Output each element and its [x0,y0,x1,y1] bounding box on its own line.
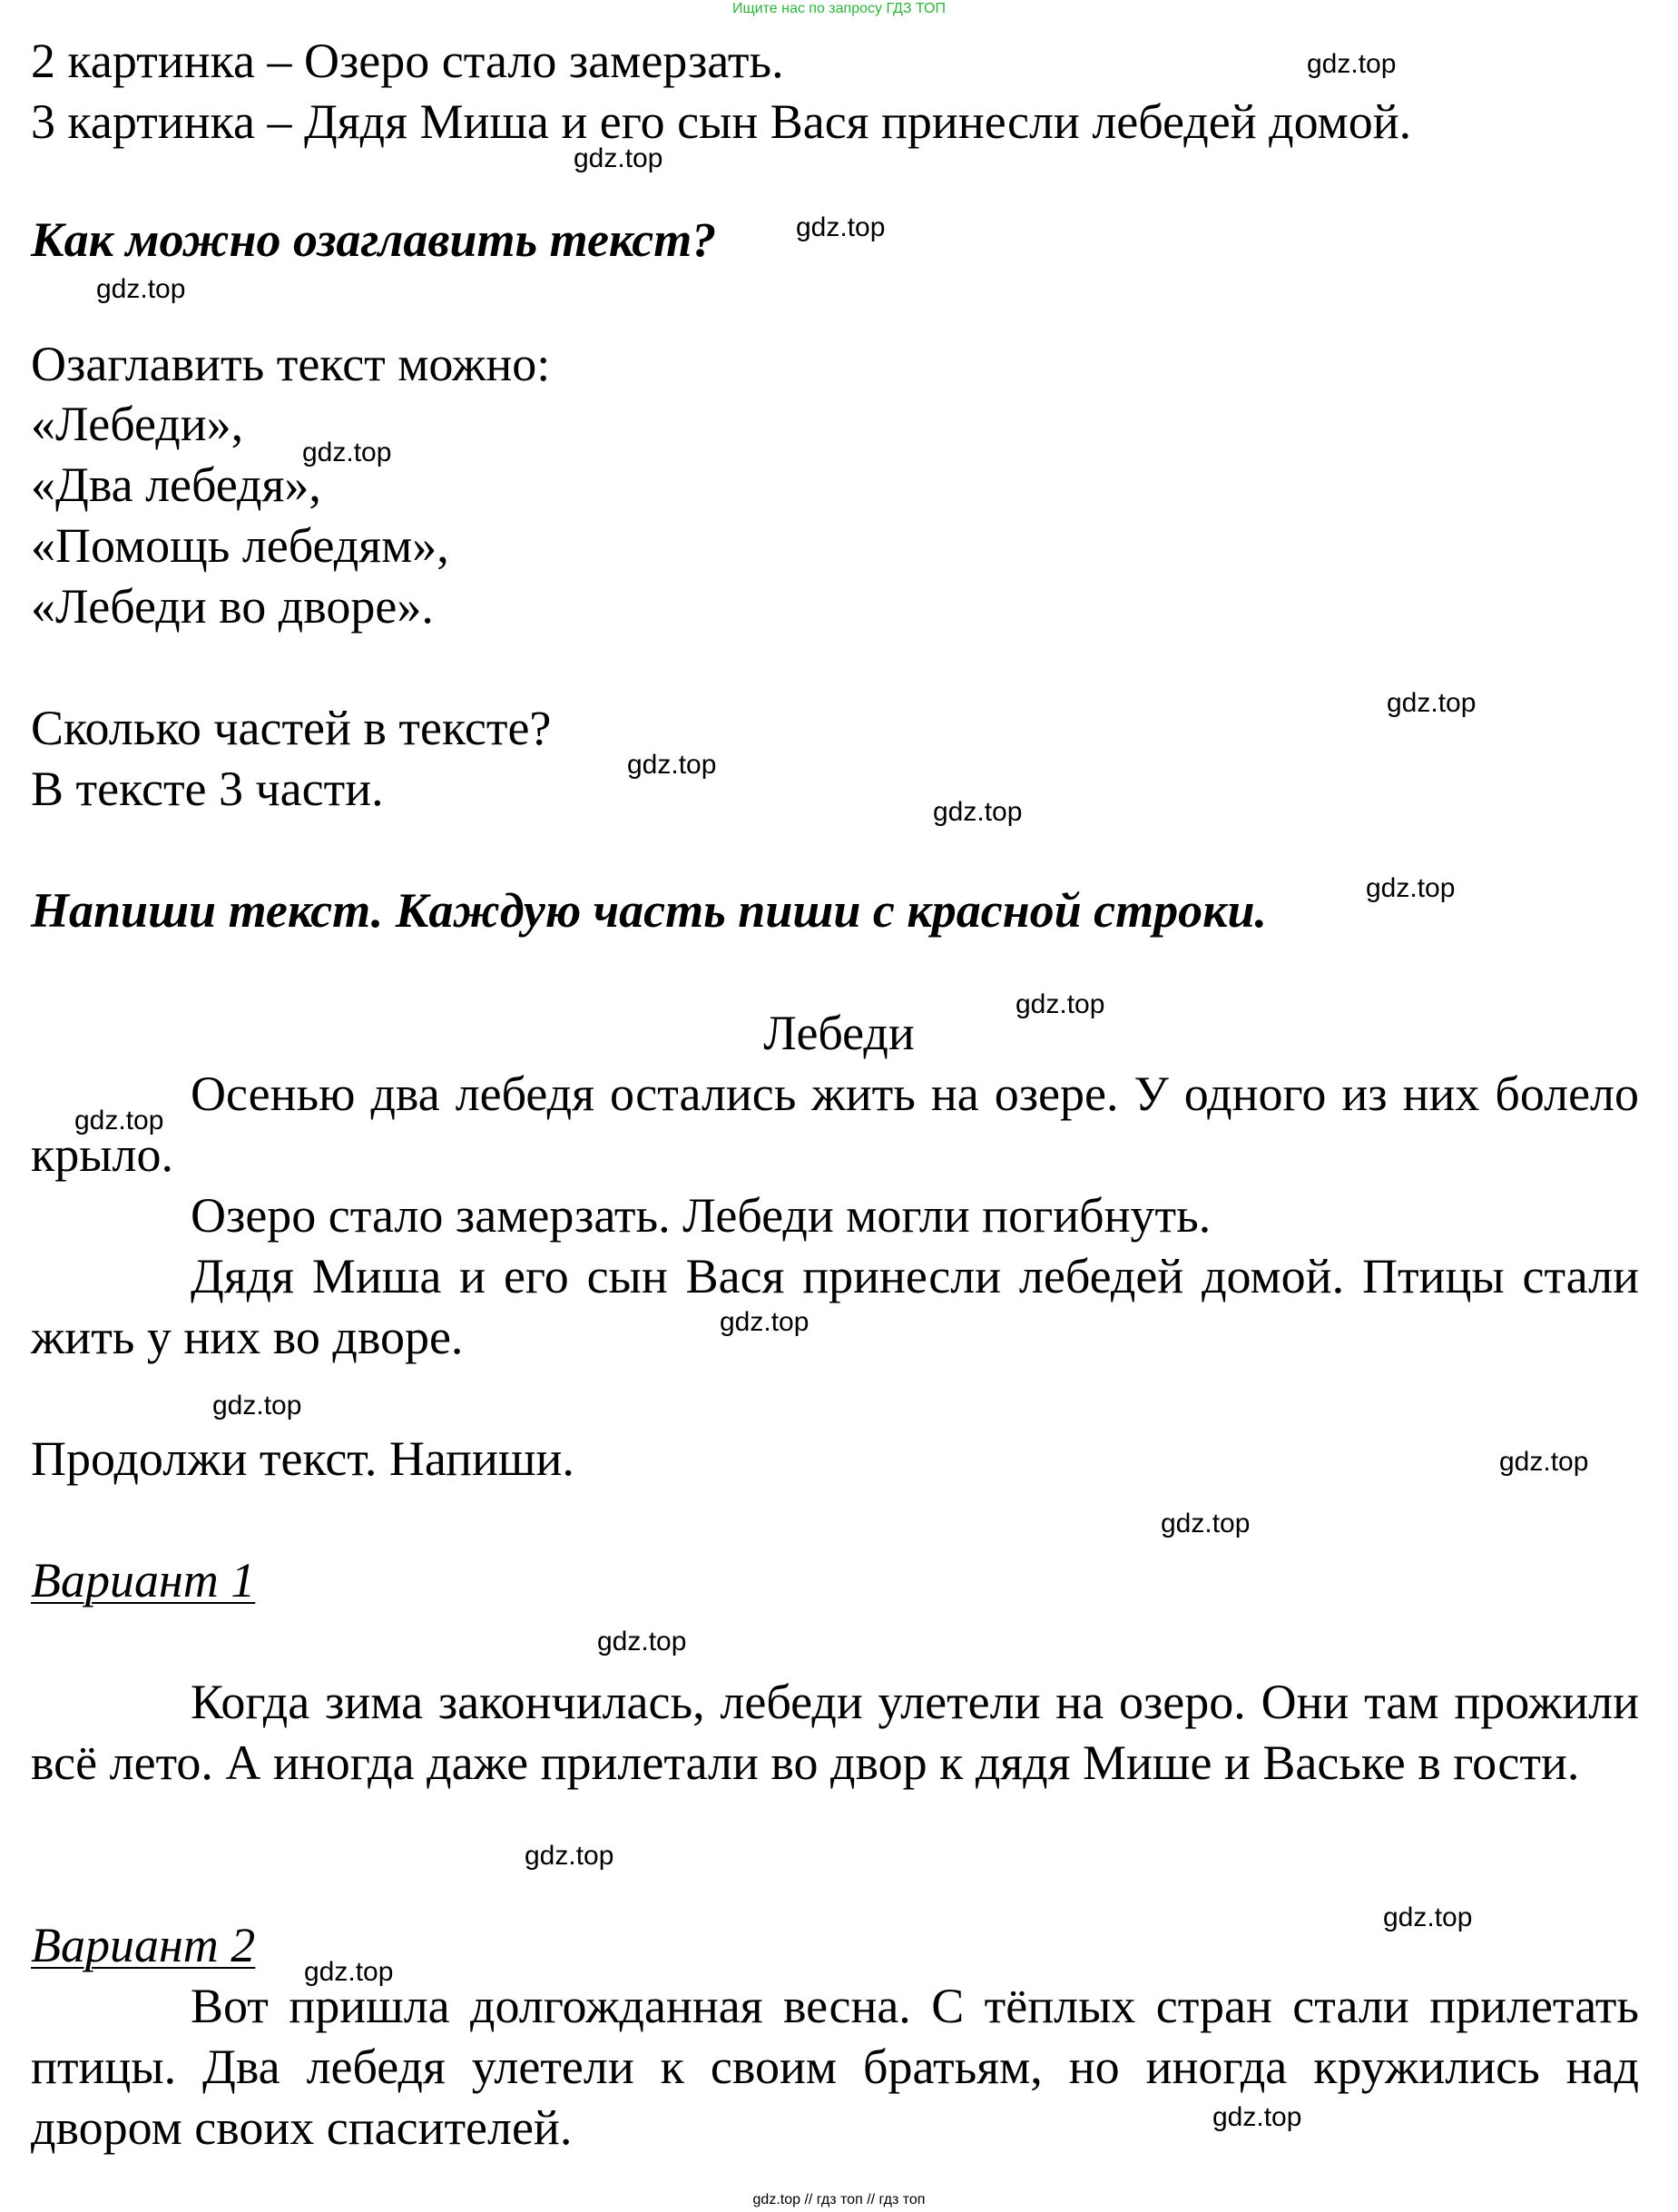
task-write-heading: Напиши текст. Каждую часть пиши с красной строки. [31,883,1268,938]
picture-2-caption: 2 картинка – Озеро стало замерзать. [31,34,784,88]
title-answer-intro: Озаглавить текст можно: [31,337,551,391]
watermark: gdz.top [1499,1447,1589,1477]
variant-1-text: Когда зима закончилась, лебеди улетели на озеро. Они там прожили всё лето. А иногда даже прилетали во двор к дядя Мише и Ваське в гости. [31,1675,1639,1790]
watermark: gdz.top [1016,989,1105,1019]
picture-3-caption: 3 картинка – Дядя Миша и его сын Вася принесли лебедей домой. [31,94,1412,149]
watermark: gdz.top [304,1957,394,1987]
title-option-4: «Лебеди во дворе». [31,579,434,634]
bottom-banner: gdz.top // гдз топ // гдз топ [752,2192,926,2207]
task-continue: Продолжи текст. Напиши. [31,1431,574,1486]
watermark: gdz.top [933,797,1023,827]
watermark: gdz.top [525,1841,614,1871]
title-option-2: «Два лебедя», [31,457,321,512]
watermark: gdz.top [574,143,663,173]
title-option-1: «Лебеди», [31,397,244,451]
title-option-3: «Помощь лебедям», [31,518,449,573]
watermark: gdz.top [96,274,186,304]
variant-2-text: Вот пришла долгожданная весна. С тёплых стран стали прилетать птицы. Два лебедя улетели к своим братьям, но иногда кружились над двором своих спасителей. [31,1979,1639,2155]
story-title: Лебеди [763,1006,915,1060]
watermark: gdz.top [74,1106,164,1135]
question-title-heading: Как можно озаглавить текст? [31,212,717,267]
variant-2-label: Вариант 2 [31,1918,256,1972]
watermark: gdz.top [597,1627,687,1657]
watermark: gdz.top [1387,688,1477,718]
story-paragraph-1: Осенью два лебедя остались жить на озере. У одного из них болело крыло. [31,1067,1639,1182]
watermark: gdz.top [720,1307,810,1337]
top-banner: Ищите нас по запросу ГДЗ ТОП [732,1,946,16]
watermark: gdz.top [302,437,392,467]
watermark: gdz.top [1383,1902,1473,1932]
variant-1-label: Вариант 1 [31,1553,256,1607]
story-paragraph-3: Дядя Миша и его сын Вася принесли лебедей домой. Птицы стали жить у них во дворе. [31,1249,1639,1364]
watermark: gdz.top [627,750,717,780]
question-parts: Сколько частей в тексте? [31,701,552,755]
story-paragraph-2: Озеро стало замерзать. Лебеди могли погибнуть. [191,1188,1212,1243]
watermark: gdz.top [212,1391,302,1421]
watermark: gdz.top [1366,873,1456,903]
watermark: gdz.top [1212,2102,1302,2132]
watermark: gdz.top [796,212,886,242]
watermark: gdz.top [1307,49,1397,79]
answer-parts: В тексте 3 части. [31,762,384,816]
watermark: gdz.top [1161,1509,1251,1539]
